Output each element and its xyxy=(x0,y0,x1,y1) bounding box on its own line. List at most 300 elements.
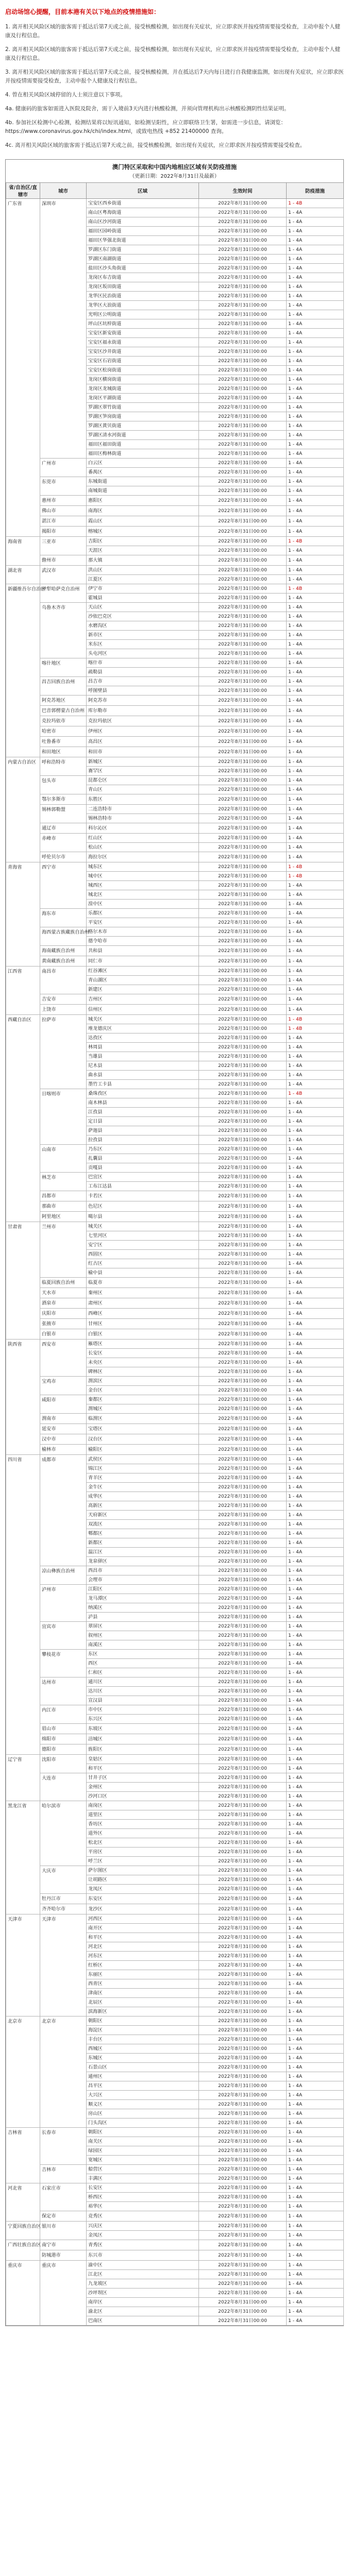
table-row xyxy=(6,199,344,208)
measure-cell: 1 - 4A xyxy=(287,1622,344,1631)
effective-time-cell: 2022年8月31日00:00 xyxy=(199,1163,287,1173)
area-cell: 城中区 xyxy=(87,872,199,881)
table-row xyxy=(6,1724,344,1734)
effective-time-cell: 2022年8月31日00:00 xyxy=(199,1631,287,1640)
measure-cell: 1 - 4A xyxy=(287,477,344,486)
notice-paragraph: 4b. 参加社区检测中心检测，检测结果将以短讯通知，如检测呈阳性，应立即联络卫生署，如需进一步信息，请浏览：https://www.coronavirus.gov.hk/chi/index.html，或致电热线 +852 21400000 查询。 xyxy=(5,120,287,134)
effective-time-cell: 2022年8月31日00:00 xyxy=(199,2183,287,2193)
effective-time-cell: 2022年8月31日00:00 xyxy=(199,245,287,255)
measure-cell: 1 - 4A xyxy=(287,1033,344,1043)
area-cell: 东丽区 xyxy=(87,1970,199,1979)
area-cell: 锡林浩特市 xyxy=(87,814,199,823)
measure-cell: 1 - 4A xyxy=(287,696,344,706)
effective-time-cell: 2022年8月31日00:00 xyxy=(199,1061,287,1071)
area-cell: 和田市 xyxy=(87,747,199,757)
table-row xyxy=(6,706,344,716)
area-cell: 朝阳区 xyxy=(87,2128,199,2137)
measure-cell: 1 - 4A xyxy=(287,1715,344,1724)
table-row xyxy=(6,459,344,468)
city-cell: 海南藏族自治州 xyxy=(40,946,87,956)
area-cell: 色尼区 xyxy=(87,1201,199,1212)
measure-cell: 1 - 4A xyxy=(287,245,344,255)
effective-time-cell: 2022年8月31日00:00 xyxy=(199,1511,287,1520)
area-cell: 城北区 xyxy=(87,890,199,900)
table-header-row xyxy=(6,183,344,199)
area-cell: 宝安区新安街道 xyxy=(87,329,199,338)
effective-time-cell: 2022年8月31日00:00 xyxy=(199,1329,287,1340)
area-cell: 天涯区 xyxy=(87,546,199,555)
measures-table xyxy=(6,182,344,2326)
area-cell: 新市区 xyxy=(87,631,199,640)
effective-time-cell: 2022年8月31日00:00 xyxy=(199,649,287,658)
area-cell: 龙岗区坂田街道 xyxy=(87,282,199,292)
area-cell: 松山区 xyxy=(87,843,199,852)
table-row xyxy=(6,2165,344,2174)
area-cell: 会理市 xyxy=(87,1575,199,1585)
measure-cell: 1 - 4A xyxy=(287,2231,344,2240)
measure-cell: 1 - 4A xyxy=(287,1687,344,1696)
effective-time-cell: 2022年8月31日00:00 xyxy=(199,1668,287,1677)
effective-time-cell: 2022年8月31日00:00 xyxy=(199,1857,287,1866)
area-cell: 库尔勒市 xyxy=(87,706,199,716)
effective-time-cell: 2022年8月31日00:00 xyxy=(199,918,287,927)
measure-cell: 1 - 4A xyxy=(287,2316,344,2326)
measure-cell: 1 - 4A xyxy=(287,1501,344,1511)
measure-cell: 1 - 4A xyxy=(287,292,344,301)
effective-time-cell: 2022年8月31日00:00 xyxy=(199,1622,287,1631)
measure-cell: 1 - 4A xyxy=(287,459,344,468)
measure-cell: 1 - 4A xyxy=(287,2016,344,2026)
measure-cell: 1 - 4A xyxy=(287,612,344,621)
area-cell: 克拉玛依区 xyxy=(87,716,199,726)
effective-time-cell: 2022年8月31日00:00 xyxy=(199,1033,287,1043)
effective-time-cell: 2022年8月31日00:00 xyxy=(199,1848,287,1857)
area-cell: 天山区 xyxy=(87,603,199,612)
area-cell: 乐都区 xyxy=(87,909,199,918)
city-cell: 哈尔滨市 xyxy=(40,1801,87,1866)
effective-time-cell: 2022年8月31日00:00 xyxy=(199,2016,287,2026)
area-cell: 堆龙德庆区 xyxy=(87,1024,199,1033)
measure-cell: 1 - 4A xyxy=(287,1173,344,1182)
area-cell: 河北区 xyxy=(87,1942,199,1952)
measure-cell: 1 - 4A xyxy=(287,1650,344,1659)
city-cell: 吐鲁番市 xyxy=(40,737,87,747)
measure-cell: 1 - 4A xyxy=(287,1231,344,1241)
area-cell: 丰台区 xyxy=(87,2035,199,2044)
measure-cell: 1 - 4A xyxy=(287,1126,344,1136)
effective-time-cell: 2022年8月31日00:00 xyxy=(199,575,287,584)
area-cell: 金牛区 xyxy=(87,1483,199,1492)
city-cell: 广州市 xyxy=(40,459,87,477)
measure-cell: 1 - 4A xyxy=(287,208,344,217)
measure-cell: 1 - 4A xyxy=(287,1659,344,1668)
measure-cell: 1 - 4A xyxy=(287,1377,344,1386)
measure-cell: 1 - 4A xyxy=(287,1773,344,1783)
area-cell: 赛罕区 xyxy=(87,767,199,776)
area-cell: 达孜区 xyxy=(87,1033,199,1043)
effective-time-cell: 2022年8月31日00:00 xyxy=(199,1970,287,1979)
measure-cell: 1 - 4A xyxy=(287,449,344,459)
effective-time-cell: 2022年8月31日00:00 xyxy=(199,1548,287,1557)
measure-cell: 1 - 4A xyxy=(287,2119,344,2128)
area-cell: 乃东区 xyxy=(87,1145,199,1154)
area-cell: 南山区沙河街道 xyxy=(87,217,199,227)
measure-cell: 1 - 4A xyxy=(287,2240,344,2250)
area-cell: 工布江达县 xyxy=(87,1182,199,1191)
area-cell: 未央区 xyxy=(87,1358,199,1367)
effective-time-cell: 2022年8月31日00:00 xyxy=(199,677,287,686)
measure-cell: 1 - 4A xyxy=(287,747,344,757)
effective-time-cell: 2022年8月31日00:00 xyxy=(199,612,287,621)
measure-cell: 1 - 4A xyxy=(287,264,344,273)
effective-time-cell: 2022年8月31日00:00 xyxy=(199,1677,287,1687)
area-cell: 九龙坡区 xyxy=(87,2279,199,2289)
city-cell: 牡丹江市 xyxy=(40,1894,87,1904)
area-cell: 共和县 xyxy=(87,946,199,956)
area-cell: 伊州区 xyxy=(87,726,199,737)
effective-time-cell: 2022年8月31日00:00 xyxy=(199,1566,287,1575)
city-cell: 延安市 xyxy=(40,1424,87,1434)
measure-cell: 1 - 4A xyxy=(287,1961,344,1970)
measure-cell: 1 - 4A xyxy=(287,555,344,566)
area-cell: 达川区 xyxy=(87,1687,199,1696)
effective-time-cell: 2022年8月31日00:00 xyxy=(199,1455,287,1464)
measure-cell: 1 - 4A xyxy=(287,1340,344,1349)
area-cell: 惠阳区 xyxy=(87,496,199,506)
effective-time-cell: 2022年8月31日00:00 xyxy=(199,1288,287,1298)
area-cell: 水磨沟区 xyxy=(87,621,199,631)
area-cell: 新都区 xyxy=(87,1538,199,1548)
effective-time-cell: 2022年8月31日00:00 xyxy=(199,496,287,506)
measure-cell: 1 - 4A xyxy=(287,1933,344,1942)
table-row xyxy=(6,737,344,747)
area-cell: 海拉尔区 xyxy=(87,852,199,862)
measure-cell: 1 - 4A xyxy=(287,2289,344,2298)
effective-time-cell: 2022年8月31日00:00 xyxy=(199,1319,287,1329)
city-cell: 湛江市 xyxy=(40,516,87,527)
city-cell: 成都市 xyxy=(40,1455,87,1566)
city-cell: 保定市 xyxy=(40,2211,87,2222)
measure-cell: 1 - 4B xyxy=(287,1024,344,1033)
measure-cell: 1 - 4B xyxy=(287,862,344,872)
table-row xyxy=(6,1015,344,1024)
area-cell: 江孜县 xyxy=(87,1108,199,1117)
area-cell: 番禺区 xyxy=(87,468,199,477)
effective-time-cell: 2022年8月31日00:00 xyxy=(199,834,287,843)
measure-cell: 1 - 4A xyxy=(287,384,344,394)
area-cell: 西峰区 xyxy=(87,1309,199,1319)
area-cell: 龙沙区 xyxy=(87,1904,199,1914)
area-cell: 拉孜县 xyxy=(87,1136,199,1145)
measure-cell: 1 - 4A xyxy=(287,412,344,421)
effective-time-cell: 2022年8月31日00:00 xyxy=(199,956,287,967)
effective-time-cell: 2022年8月31日00:00 xyxy=(199,282,287,292)
table-subtitle: （更新日期：2022年8月31日及最新） xyxy=(129,174,220,179)
table-row xyxy=(6,1566,344,1575)
province-cell: 新疆维吾尔自治区 xyxy=(6,584,40,757)
area-cell: 东安区 xyxy=(87,1894,199,1904)
measure-cell: 1 - 4A xyxy=(287,2035,344,2044)
city-cell: 咸阳市 xyxy=(40,1395,87,1414)
table-row xyxy=(6,1585,344,1594)
effective-time-cell: 2022年8月31日00:00 xyxy=(199,1154,287,1163)
area-cell: 罗湖区东门街道 xyxy=(87,245,199,255)
effective-time-cell: 2022年8月31日00:00 xyxy=(199,1866,287,1875)
area-cell: 扎囊县 xyxy=(87,1154,199,1163)
table-row xyxy=(6,537,344,546)
effective-time-cell: 2022年8月31日00:00 xyxy=(199,946,287,956)
effective-time-cell: 2022年8月31日00:00 xyxy=(199,1801,287,1810)
measure-cell: 1 - 4A xyxy=(287,1857,344,1866)
effective-time-cell: 2022年8月31日00:00 xyxy=(199,658,287,668)
area-cell: 锦江区 xyxy=(87,1464,199,1473)
area-cell: 西城区 xyxy=(87,2044,199,2054)
notice-paragraph: 4. 曾在相关风险区域停留的人士须注意以下事项。 xyxy=(5,92,126,98)
city-cell: 大庆市 xyxy=(40,1866,87,1894)
measure-cell: 1 - 4A xyxy=(287,1191,344,1201)
area-cell: 吉州区 xyxy=(87,994,199,1005)
measure-cell: 1 - 4A xyxy=(287,421,344,431)
col-header-measures: 防疫措施 xyxy=(287,183,344,199)
effective-time-cell: 2022年8月31日00:00 xyxy=(199,686,287,696)
area-cell: 罗湖区黄贝街道 xyxy=(87,421,199,431)
area-cell: 疏勒县 xyxy=(87,668,199,677)
area-cell: 榆阳区 xyxy=(87,1445,199,1455)
effective-time-cell: 2022年8月31日00:00 xyxy=(199,431,287,440)
measure-cell: 1 - 4A xyxy=(287,2109,344,2119)
area-cell: 阿克苏市 xyxy=(87,696,199,706)
area-cell: 光明区公明街道 xyxy=(87,310,199,319)
area-cell: 噶尔县 xyxy=(87,1212,199,1222)
measure-cell: 1 - 4A xyxy=(287,1136,344,1145)
effective-time-cell: 2022年8月31日00:00 xyxy=(199,1358,287,1367)
measure-cell: 1 - 4A xyxy=(287,1613,344,1622)
effective-time-cell: 2022年8月31日00:00 xyxy=(199,1483,287,1492)
area-cell: 和平区 xyxy=(87,1933,199,1942)
measure-cell: 1 - 4A xyxy=(287,1952,344,1961)
effective-time-cell: 2022年8月31日00:00 xyxy=(199,2298,287,2307)
province-cell: 广西壮族自治区 xyxy=(6,2240,40,2261)
area-cell: 德令哈市 xyxy=(87,937,199,946)
notice-paragraph: 1. 离开相关风险区域的旅客需于抵达后第7天或之前，接受核酸检测，如出现有关症状，应立即求医并按疫情需要接受检查，主动申报个人健康及行程信息。 xyxy=(5,24,341,39)
area-cell: 临夏市 xyxy=(87,1278,199,1288)
area-cell: 红桥区 xyxy=(87,1961,199,1970)
area-cell: 成华区 xyxy=(87,1492,199,1501)
measure-cell: 1 - 4A xyxy=(287,1329,344,1340)
effective-time-cell: 2022年8月31日00:00 xyxy=(199,468,287,477)
table-row xyxy=(6,2261,344,2270)
measure-cell: 1 - 4B xyxy=(287,537,344,546)
area-cell: 青羊区 xyxy=(87,1473,199,1483)
measure-cell: 1 - 4A xyxy=(287,843,344,852)
effective-time-cell: 2022年8月31日00:00 xyxy=(199,1640,287,1650)
measure-cell: 1 - 4A xyxy=(287,1250,344,1259)
area-cell: 新建区 xyxy=(87,985,199,994)
measure-cell: 1 - 4B xyxy=(287,872,344,881)
effective-time-cell: 2022年8月31日00:00 xyxy=(199,338,287,347)
area-cell: 纳溪区 xyxy=(87,1603,199,1613)
area-cell: 西昌市 xyxy=(87,1566,199,1575)
measure-cell: 1 - 4A xyxy=(287,2165,344,2174)
measure-cell: 1 - 4A xyxy=(287,468,344,477)
effective-time-cell: 2022年8月31日00:00 xyxy=(199,1952,287,1961)
city-cell: 海东市 xyxy=(40,909,87,927)
effective-time-cell: 2022年8月31日00:00 xyxy=(199,747,287,757)
area-cell: 宝安区沙井街道 xyxy=(87,347,199,357)
effective-time-cell: 2022年8月31日00:00 xyxy=(199,1395,287,1404)
area-cell: 吉阳区 xyxy=(87,537,199,546)
city-cell: 攀枝花市 xyxy=(40,1650,87,1677)
area-cell: 宝安区福永街道 xyxy=(87,338,199,347)
measure-cell: 1 - 4A xyxy=(287,1117,344,1126)
area-cell: 龙凤区 xyxy=(87,1885,199,1894)
area-cell: 城关区 xyxy=(87,1222,199,1231)
effective-time-cell: 2022年8月31日00:00 xyxy=(199,1005,287,1015)
area-cell: 巴宜区 xyxy=(87,1173,199,1182)
city-cell: 齐齐哈尔市 xyxy=(40,1904,87,1914)
area-cell: 沙河口区 xyxy=(87,1792,199,1801)
effective-time-cell: 2022年8月31日00:00 xyxy=(199,1687,287,1696)
effective-time-cell: 2022年8月31日00:00 xyxy=(199,1309,287,1319)
notice-paragraph: 2. 离开相关风险区域的旅客需于抵达后第7天或之前，接受核酸检测，如出现有关症状，应立即求医并按疫情需要接受检查，主动申报个人健康及行程信息。 xyxy=(5,46,341,61)
area-cell: 甘井子区 xyxy=(87,1773,199,1783)
measure-cell: 1 - 4A xyxy=(287,834,344,843)
effective-time-cell: 2022年8月31日00:00 xyxy=(199,1117,287,1126)
measure-cell: 1 - 4A xyxy=(287,1043,344,1052)
city-cell: 阿里地区 xyxy=(40,1212,87,1222)
effective-time-cell: 2022年8月31日00:00 xyxy=(199,1182,287,1191)
effective-time-cell: 2022年8月31日00:00 xyxy=(199,1259,287,1268)
effective-time-cell: 2022年8月31日00:00 xyxy=(199,2250,287,2261)
effective-time-cell: 2022年8月31日00:00 xyxy=(199,814,287,823)
effective-time-cell: 2022年8月31日00:00 xyxy=(199,1089,287,1098)
table-row xyxy=(6,1329,344,1340)
table-row xyxy=(6,1005,344,1015)
province-cell: 江西省 xyxy=(6,967,40,1015)
area-cell: 坪山区坑梓街道 xyxy=(87,319,199,329)
area-cell: 福田区梅林街道 xyxy=(87,449,199,459)
table-row xyxy=(6,1755,344,1764)
measure-cell: 1 - 4B xyxy=(287,1015,344,1024)
measure-cell: 1 - 4A xyxy=(287,1801,344,1810)
city-cell: 兰州市 xyxy=(40,1222,87,1278)
area-cell: 武侯区 xyxy=(87,1455,199,1464)
measure-cell: 1 - 4A xyxy=(287,1108,344,1117)
area-cell: 朝阳区 xyxy=(87,2016,199,2026)
table-row xyxy=(6,1414,344,1424)
city-cell: 昌吉回族自治州 xyxy=(40,677,87,696)
effective-time-cell: 2022年8月31日00:00 xyxy=(199,2231,287,2240)
table-row xyxy=(6,1395,344,1404)
city-cell: 克拉玛依市 xyxy=(40,716,87,726)
measure-cell: 1 - 4A xyxy=(287,1734,344,1744)
city-cell: 达州市 xyxy=(40,1677,87,1705)
effective-time-cell: 2022年8月31日00:00 xyxy=(199,1424,287,1434)
area-cell: 尼木县 xyxy=(87,1061,199,1071)
measure-cell: 1 - 4A xyxy=(287,985,344,994)
measure-cell: 1 - 4A xyxy=(287,1492,344,1501)
effective-time-cell: 2022年8月31日00:00 xyxy=(199,1268,287,1278)
measure-cell: 1 - 4A xyxy=(287,805,344,814)
effective-time-cell: 2022年8月31日00:00 xyxy=(199,459,287,468)
area-cell: 高昌区 xyxy=(87,737,199,747)
province-cell: 黑龙江省 xyxy=(6,1801,40,1914)
city-cell: 白银市 xyxy=(40,1329,87,1340)
table-row xyxy=(6,584,344,594)
area-cell: 罗湖区翠竹街道 xyxy=(87,403,199,412)
measure-cell: 1 - 4A xyxy=(287,1914,344,1924)
area-cell: 郫都区 xyxy=(87,1529,199,1538)
effective-time-cell: 2022年8月31日00:00 xyxy=(199,264,287,273)
table-row xyxy=(6,967,344,976)
measure-cell: 1 - 4A xyxy=(287,1473,344,1483)
effective-time-cell: 2022年8月31日00:00 xyxy=(199,1998,287,2007)
area-cell: 河西区 xyxy=(87,1914,199,1924)
city-cell: 拉萨市 xyxy=(40,1015,87,1089)
measure-cell: 1 - 4A xyxy=(287,603,344,612)
province-cell: 湖北省 xyxy=(6,566,40,584)
table-row xyxy=(6,1904,344,1914)
effective-time-cell: 2022年8月31日00:00 xyxy=(199,1501,287,1511)
effective-time-cell: 2022年8月31日00:00 xyxy=(199,1349,287,1358)
effective-time-cell: 2022年8月31日00:00 xyxy=(199,594,287,603)
table-row xyxy=(6,1866,344,1875)
area-cell: 南城街道 xyxy=(87,486,199,496)
effective-time-cell: 2022年8月31日00:00 xyxy=(199,1071,287,1080)
measure-cell: 1 - 4A xyxy=(287,2298,344,2307)
area-cell: 龙岗区横岗街道 xyxy=(87,375,199,384)
col-header-province: 省/自治区/直辖市 xyxy=(6,183,40,199)
city-cell: 西宁市 xyxy=(40,862,87,909)
area-cell: 仁和区 xyxy=(87,1668,199,1677)
measure-cell: 1 - 4A xyxy=(287,2026,344,2035)
measure-cell: 1 - 4A xyxy=(287,1201,344,1212)
measure-cell: 1 - 4A xyxy=(287,486,344,496)
area-cell: 翠屏区 xyxy=(87,1622,199,1631)
area-cell: 萨迦县 xyxy=(87,1126,199,1136)
table-row xyxy=(6,747,344,757)
effective-time-cell: 2022年8月31日00:00 xyxy=(199,1201,287,1212)
city-cell: 西安市 xyxy=(40,1340,87,1377)
measure-cell: 1 - 4A xyxy=(287,1005,344,1015)
province-cell: 北京市 xyxy=(6,2016,40,2128)
measure-cell: 1 - 4A xyxy=(287,1575,344,1585)
city-cell: 吉安市 xyxy=(40,994,87,1005)
effective-time-cell: 2022年8月31日00:00 xyxy=(199,1613,287,1622)
effective-time-cell: 2022年8月31日00:00 xyxy=(199,967,287,976)
effective-time-cell: 2022年8月31日00:00 xyxy=(199,1961,287,1970)
effective-time-cell: 2022年8月31日00:00 xyxy=(199,2193,287,2202)
measure-cell: 1 - 4A xyxy=(287,1585,344,1594)
city-cell: 喀什地区 xyxy=(40,658,87,677)
effective-time-cell: 2022年8月31日00:00 xyxy=(199,384,287,394)
area-cell: 科尔沁区 xyxy=(87,823,199,834)
area-cell: 绿园区 xyxy=(87,2146,199,2156)
province-cell: 天津市 xyxy=(6,1914,40,2016)
area-cell: 昆都仑区 xyxy=(87,776,199,785)
measure-cell: 1 - 4A xyxy=(287,1668,344,1677)
measure-cell: 1 - 4A xyxy=(287,1358,344,1367)
table-row xyxy=(6,496,344,506)
area-cell: 城东区 xyxy=(87,862,199,872)
measure-cell: 1 - 4B xyxy=(287,584,344,594)
measure-cell: 1 - 4A xyxy=(287,1640,344,1650)
city-cell: 揭阳市 xyxy=(40,527,87,537)
area-cell: 和平区 xyxy=(87,1764,199,1773)
measure-cell: 1 - 4A xyxy=(287,994,344,1005)
table-row xyxy=(6,1173,344,1182)
measure-cell: 1 - 4A xyxy=(287,403,344,412)
